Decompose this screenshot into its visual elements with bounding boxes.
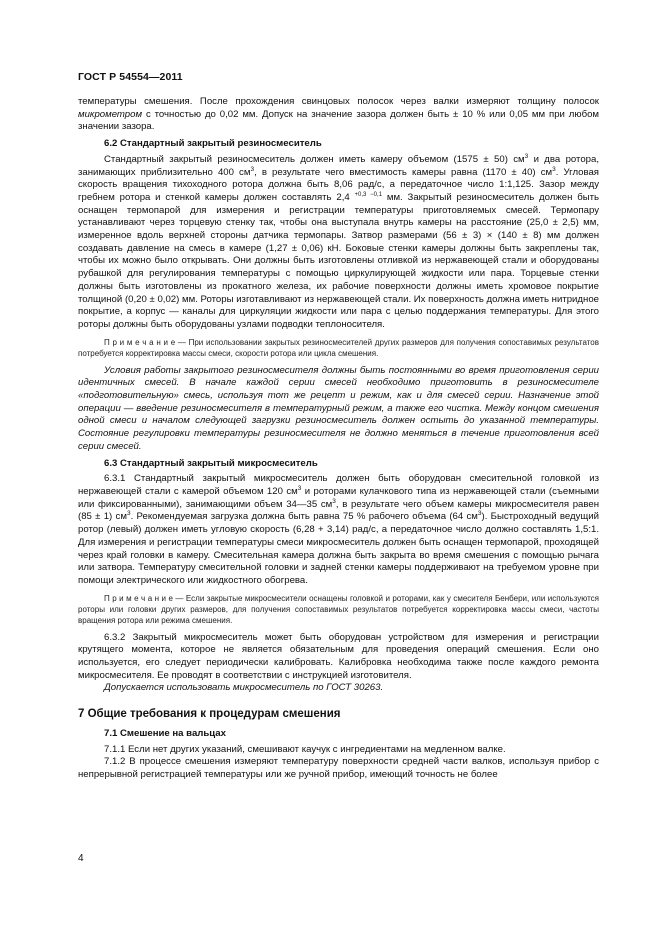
heading-7-1: 7.1 Смешение на вальцах [104,727,226,739]
page-number: 4 [78,853,84,864]
document-header: ГОСТ Р 54554—2011 [78,71,183,83]
paragraph-7-1-2: 7.1.2 В процессе смешения измеряют температуру поверхности средней части валков, используя прибор с непрерывной регистрацией температуры или же ручной прибор, имеющий точность не более [78,756,599,780]
note-2: П р и м е ч а н и е — Если закрытые микросмесители оснащены головкой и роторами, как у смесителя Бенбери, или используются роторы или головки других размеров, для получения сопоставимых результатов потребуется корректировка массы смеси, частоты вращения ротора или режима смешения. [78,593,599,625]
heading-6-3: 6.3 Стандартный закрытый микросмеситель [104,457,318,469]
paragraph-intro: температуры смешения. После прохождения свинцовых полосок через валки измеряют толщину полосок микрометром с точностью до 0,02 мм. Допуск на значение зазора должен быть ± 10 % или 0,05 мм при любом значении зазора. [78,96,599,133]
paragraph-italic-2: Допускается использовать микросмеситель по ГОСТ 30263. [104,682,384,694]
heading-7: 7 Общие требования к процедурам смешения [78,708,341,721]
tolerance: +0,3 −0,1 [354,191,383,198]
document-body [78,96,599,782]
heading-6-2: 6.2 Стандартный закрытый резиносмеситель [104,138,322,150]
paragraph-6-2: Стандартный закрытый резиносмеситель должен иметь камеру объемом (1575 ± 50) $см^3$ и два ротора, занимающих приблизительно 400 $см^3$, в результате чего вместимость камеры равна (1170 ± 40) $см^3$. Угловая скорость вращения тихоходного ротора должна быть 8,06 рад/с, а передаточное число 1:1,125. Зазор между гребнем ротора и стенкой камеры должен составлять 2,4 $^{+0,3 -0,1}$ мм. Закрытый резиносмеситель должен быть оснащен термопарой для измерения и регистрации температуры приготовляемых смесей. Термопару устанавливают через торцевую стенку так, чтобы она выступала внутрь камеры на расстояние (25,0 ± 2,5) мм, измеренное вдоль верхней стороны датчика термопары. Затвор размерами (56 ± 3) × (140 ± 8) мм должен создавать давление на смесь в камере (1,27 ± 0,06) кН. Боковые стенки камеры должны быть закреплены так, чтобы их можно было открывать. Они должны быть изготовлены отливкой из нержавеющей стали и оборудованы рубашкой для регулирования температуры с помощью циркулирующей жидкости или пара. Торцевые стенки должны быть изготовлены из прокатного железа, их рабочие поверхности должны иметь хромовое покрытие толщиной (0,20 ± 0,02) мм. Роторы изготавливают из нержавеющей стали. Их поверхность должна иметь нитридное покрытие, а корпус — каналы для циркуляции жидкости или пара с целью поддержания температуры. Для этого роторы должны быть оборудованы узлами подводки теплоносителя. [78,152,599,330]
paragraph-7-1-1: 7.1.1 Если нет других указаний, смешивают каучук с ингредиентами на медленном валке. [104,743,506,755]
note-1: П р и м е ч а н и е — При использовании закрытых резиносмесителей других размеров для получения сопоставимых результатов потребуется корректировка массы смеси, скорости ротора или цикла смешения. [78,337,599,358]
paragraph-6-3-2: 6.3.2 Закрытый микросмеситель может быть оборудован устройством для измерения и регистрации крутящего момента, которое не является обязательным для проведения операций смешения. Если оно используется, его следует периодически калибровать. Калибровка необходима также после каждого ремонта микросмесителя. Ее проводят в соответствии с инструкцией изготовителя. [78,631,599,681]
paragraph-italic-1: Условия работы закрытого резиносмесителя должны быть постоянными во время приготовления серии идентичных смесей. В начале каждой серии смесей необходимо приготовить в резиносмесителе «подготовительную» смесь, используя тот же рецепт и режим, как и для смесей серии. Назначение этой операции — введение резиносмесителя в температурный режим, а также его чистка. Между концом смешения одной смеси и началом следующей загрузки резиносмеситель должен остыть до указанной температуры. Состояние регулировки температуры резиносмесителя не должно меняться в течение приготовления всей серии смесей. [78,364,599,452]
paragraph-6-3-1: 6.3.1 Стандартный закрытый микросмеситель должен быть оборудован смесительной головкой из нержавеющей стали с камерой объемом 120 $см^3$ и роторами кулачкового типа из нержавеющей стали (съемными или фиксированными), занимающими объем 34—35 $см^3$, в результате чего объем камеры микросмесителя равен (85 ± 1) $см^3$. Рекомендуемая загрузка должна быть равна 75 % рабочего объема (64 $см^3$). Быстроходный ведущий ротор (левый) должен иметь угловую скорость (6,28 + 3,14) рад/с, а передаточное число должно составлять 1,5:1. Для измерения и регистрации температуры смеси микросмеситель должен быть оснащен термопарой, проходящей через край головки в камеру. Смесительная камера должна быть закрыта во время смешения с помощью рычага или затвора. Температуру смесительной головки и задней стенки камеры поддерживают на требуемом уровне при помощи электрического или жидкостного обогрева. [78,473,599,586]
